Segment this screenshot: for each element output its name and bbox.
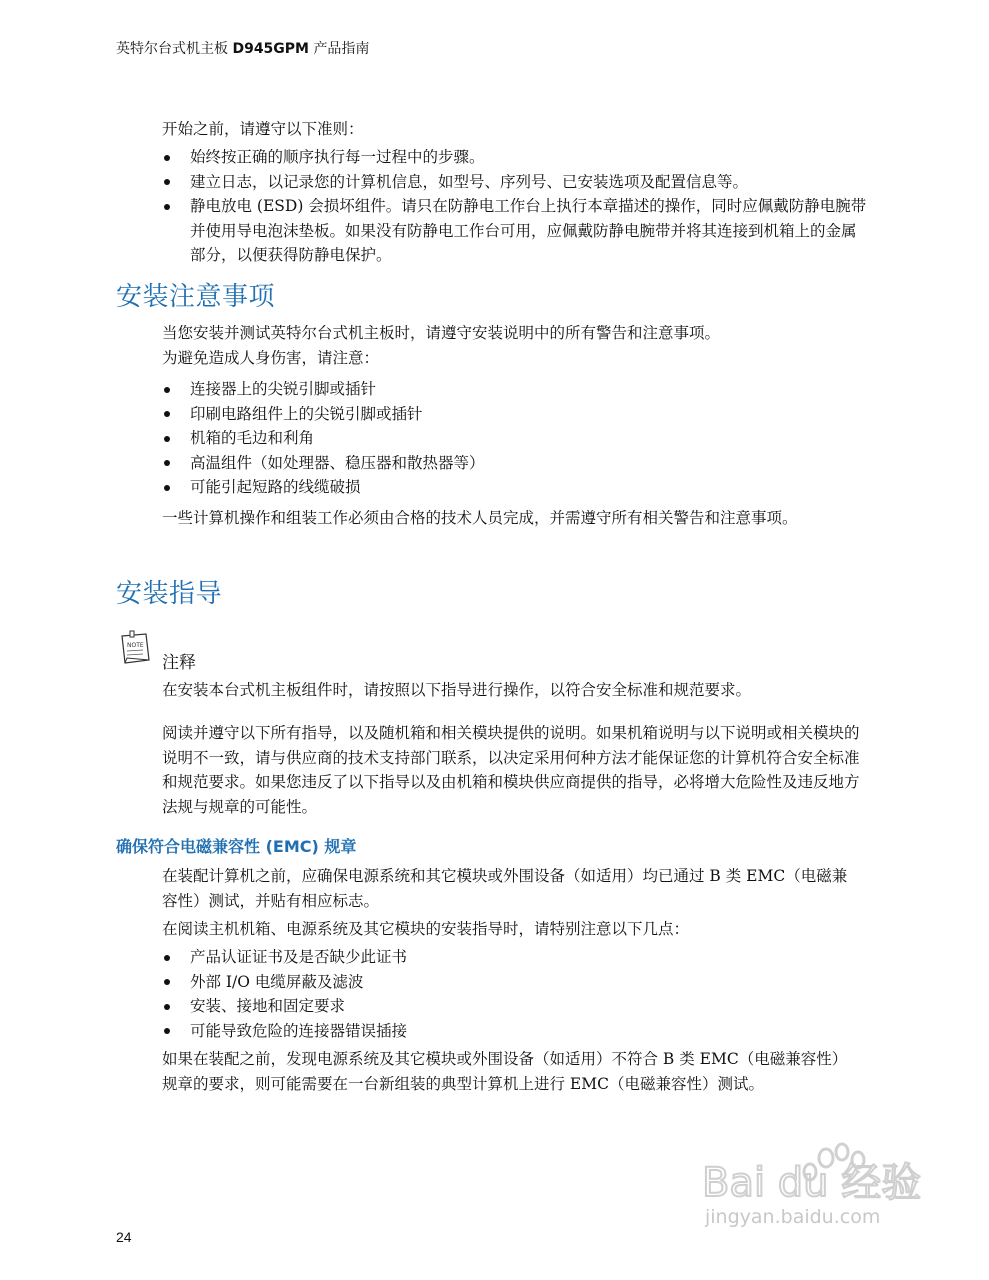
section2-p1: 阅读并遵守以下所有指导，以及随机箱和相关模块提供的说明。如果机箱说明与以下说明或相关模块的说明不一致，请与供应商的技术支持部门联系，以决定采用何种方法才能保证您的计算机符合安全标准和规范要求。如果您违反了以下指导以及由机箱和模块供应商提供的指导，必将增大危险性及违反地方法规与规章的可能性。 — [162, 724, 860, 816]
note-text-block — [162, 678, 862, 703]
list-item: 可能引起短路的线缆破损 — [162, 475, 872, 500]
section1-paragraph — [162, 321, 862, 370]
list-item: 可能导致危险的连接器错误插接 — [162, 1019, 872, 1044]
section-heading-emc: 确保符合电磁兼容性 (EMC) 规章 — [116, 837, 357, 856]
section1-p2: 为避免造成人身伤害，请注意： — [162, 348, 380, 367]
list-item: 连接器上的尖锐引脚或插针 — [162, 377, 872, 402]
list-item: 安装、接地和固定要求 — [162, 994, 872, 1019]
intro-lead-text: 开始之前，请遵守以下准则： — [162, 120, 364, 138]
watermark-logo-text: Bai du 经验 — [702, 1160, 922, 1206]
list-item: 外部 I/O 电缆屏蔽及滤波 — [162, 970, 872, 995]
list-item: 高温组件（如处理器、稳压器和散热器等） — [162, 451, 872, 476]
section3-p2: 在阅读主机机箱、电源系统及其它模块的安装指导时，请特别注意以下几点： — [162, 920, 690, 938]
page-number: 24 — [116, 1229, 132, 1245]
note-icon-text: NOTE — [127, 642, 144, 649]
list-item: 产品认证证书及是否缺少此证书 — [162, 945, 872, 970]
section1-p3: 一些计算机操作和组装工作必须由合格的技术人员完成，并需遵守所有相关警告和注意事项。 — [162, 509, 798, 527]
section3-p1: 在装配计算机之前，应确保电源系统和其它模块或外围设备（如适用）均已通过 B 类 EMC（电磁兼容性）测试，并贴有相应标志。 — [162, 867, 848, 910]
note-label: 注释 — [162, 653, 196, 673]
list-item: 机箱的毛边和利角 — [162, 426, 872, 451]
section1-bullet-list — [162, 377, 872, 500]
intro-lead — [162, 117, 862, 142]
list-item: 建立日志，以记录您的计算机信息，如型号、序列号、已安装选项及配置信息等。 — [162, 170, 872, 195]
note-icon — [118, 630, 152, 666]
section2-paragraph — [162, 721, 862, 819]
list-item: 静电放电 (ESD) 会损坏组件。请只在防静电工作台上执行本章描述的操作，同时应佩戴防静电腕带并使用导电泡沫垫板。如果没有防静电工作台可用，应佩戴防静电腕带并将其连接到机箱上的金属部分，以便获得防静电保护。 — [162, 194, 870, 268]
watermark-url: jingyan.baidu.com — [705, 1206, 881, 1228]
header-suffix: 产品指南 — [313, 41, 370, 57]
header-model: D945GPM — [232, 41, 309, 57]
section1-closing — [162, 506, 852, 531]
section-heading-precautions: 安装注意事项 — [116, 282, 276, 312]
running-header — [116, 38, 369, 58]
intro-bullet-list — [162, 145, 872, 268]
section3-closing — [162, 1047, 862, 1096]
section3-p3: 如果在装配之前，发现电源系统及其它模块或外围设备（如适用）不符合 B 类 EMC（电磁兼容性）规章的要求，则可能需要在一台新组装的典型计算机上进行 EMC（电磁兼容性）测试。 — [162, 1050, 848, 1093]
section3-intro — [162, 864, 862, 942]
list-item: 始终按正确的顺序执行每一过程中的步骤。 — [162, 145, 872, 170]
section1-p1: 当您安装并测试英特尔台式机主板时，请遵守安装说明中的所有警告和注意事项。 — [162, 324, 721, 342]
header-title: 英特尔台式机主板 — [116, 41, 228, 57]
section-heading-guidelines: 安装指导 — [116, 579, 223, 609]
section3-bullet-list — [162, 945, 872, 1043]
list-item: 印刷电路组件上的尖锐引脚或插针 — [162, 402, 872, 427]
note-text: 在安装本台式机主板组件时，请按照以下指导进行操作，以符合安全标准和规范要求。 — [162, 681, 752, 699]
